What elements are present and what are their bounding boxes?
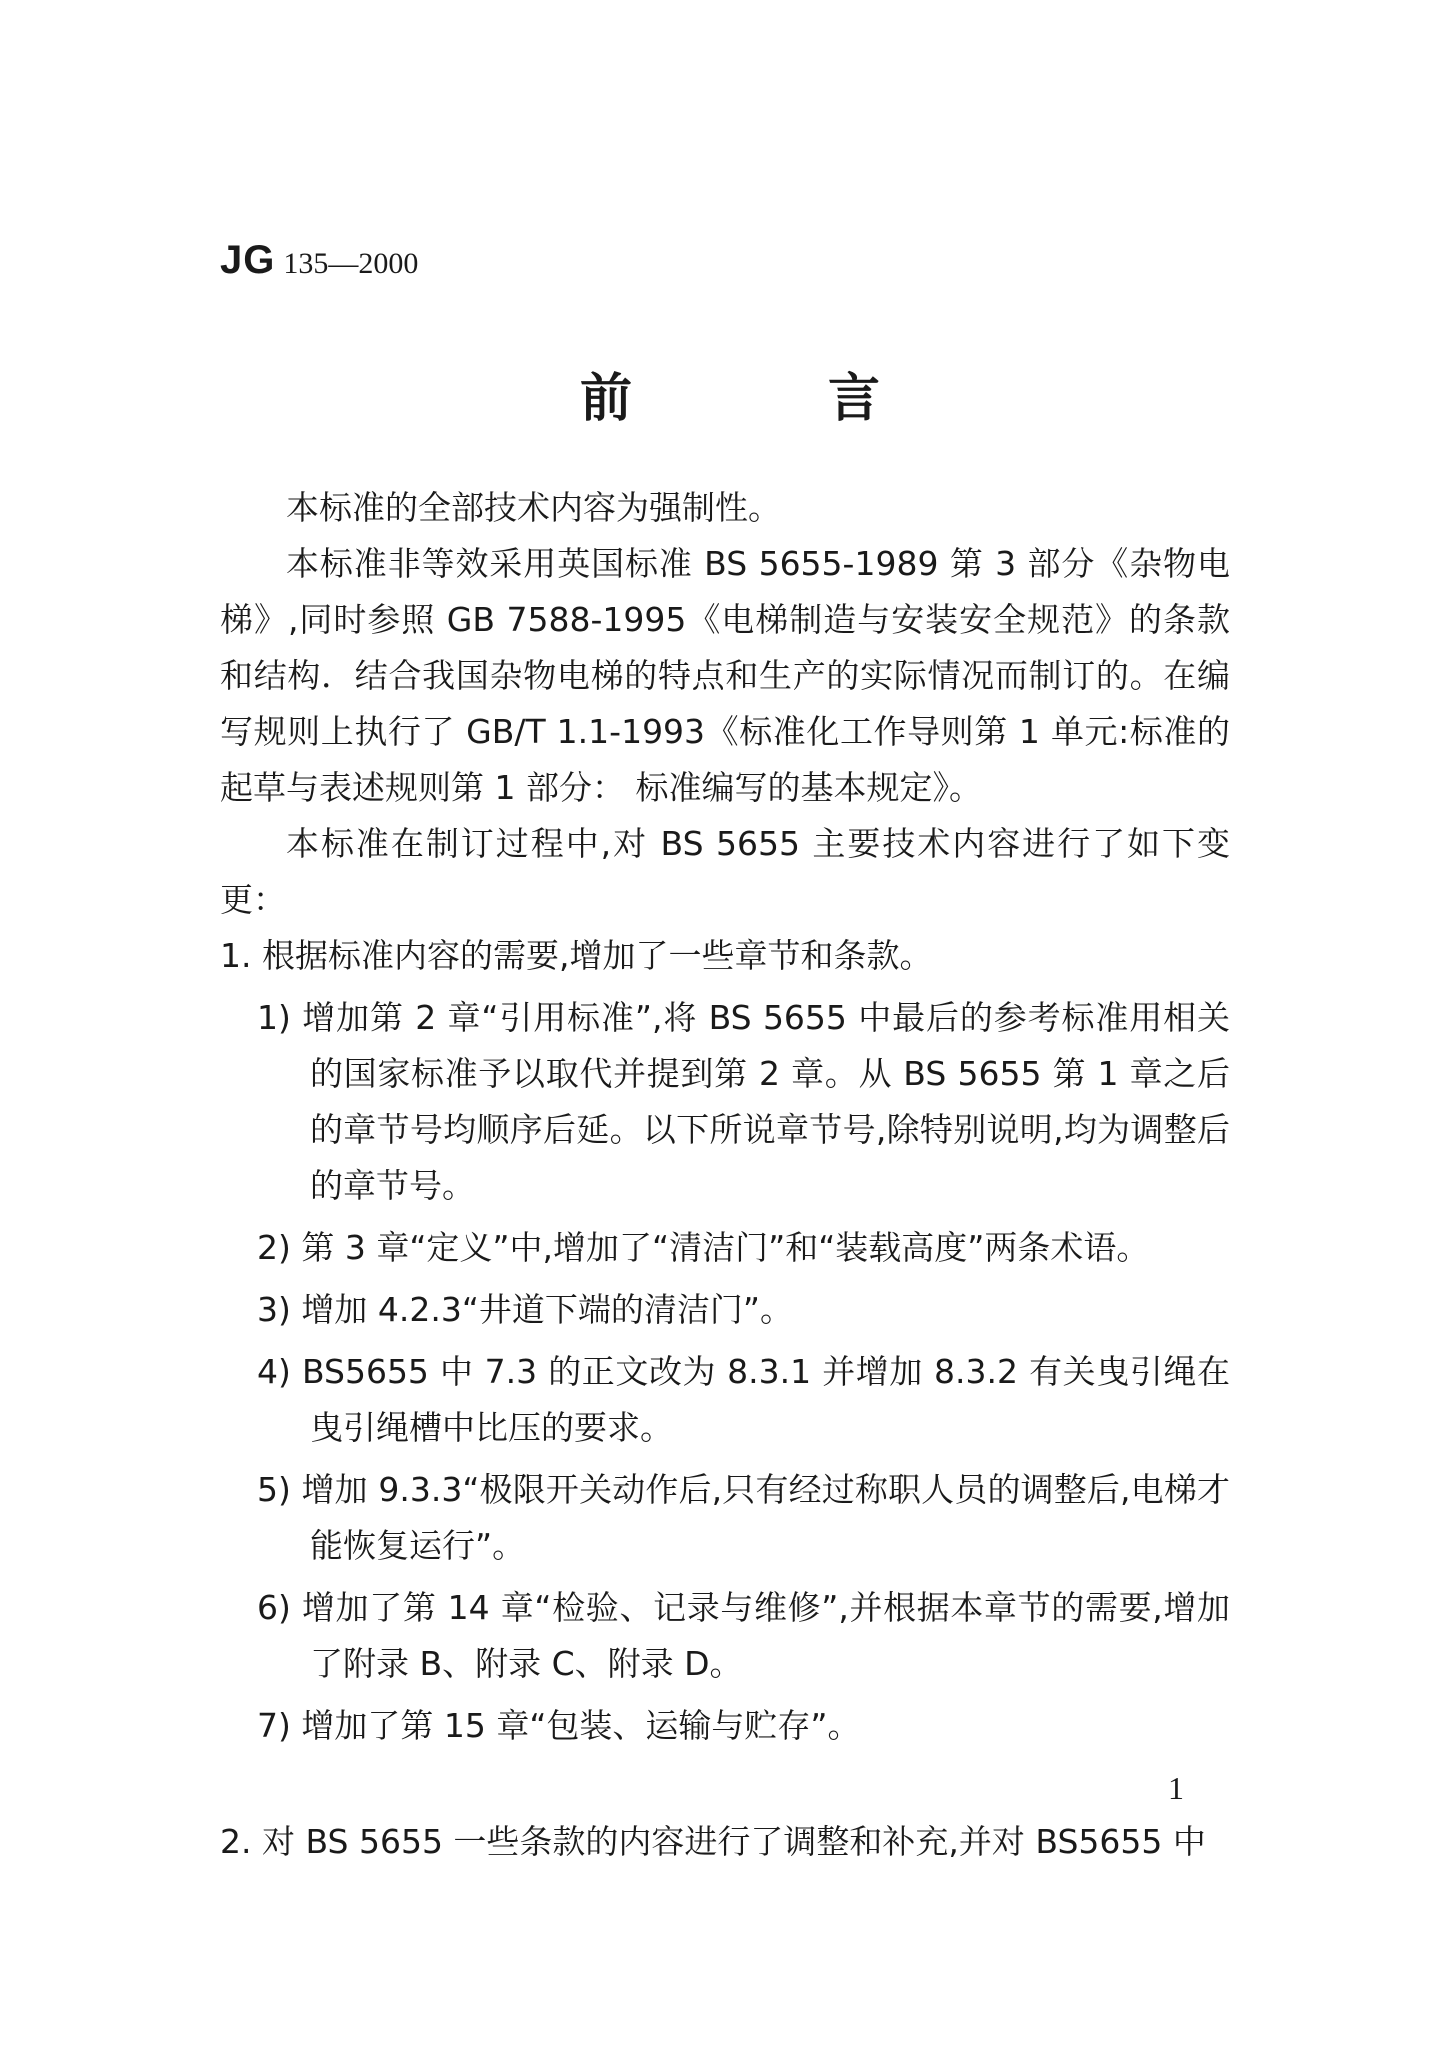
page-number: 1 — [1168, 1770, 1184, 1806]
paragraph-mandatory: 本标准的全部技术内容为强制性。 — [286, 488, 781, 527]
list-item: 7) 增加了第 15 章“包装、运输与贮存”。 — [257, 1706, 861, 1745]
paragraph-changes-intro: 本标准在制订过程中,对 BS 5655 主要技术内容进行了如下变更： — [220, 824, 1230, 919]
list-item: 6) 增加了第 14 章“检验、记录与维修”,并根据本章节的需要,增加了附录 B、附录 C、附录 D。 — [257, 1588, 1230, 1683]
list-item: 2) 第 3 章“定义”中,增加了“清洁门”和“装载高度”两条术语。 — [257, 1228, 1150, 1267]
standard-code-prefix: JG — [220, 238, 276, 282]
list-item: 4) BS5655 中 7.3 的正文改为 8.3.1 并增加 8.3.2 有关曳引绳在曳引绳槽中比压的要求。 — [257, 1352, 1230, 1447]
list-item: 5) 增加 9.3.3“极限开关动作后,只有经过称职人员的调整后,电梯才能恢复运行”。 — [257, 1470, 1230, 1565]
standard-code — [220, 238, 418, 283]
section-2-heading: 2. 对 BS 5655 一些条款的内容进行了调整和补充,并对 BS5655 中 — [220, 1822, 1206, 1861]
standard-code-number: 135—2000 — [283, 247, 419, 280]
section-1-heading: 1. 根据标准内容的需要,增加了一些章节和条款。 — [220, 936, 933, 975]
page-title-char-2: 言 — [827, 369, 880, 429]
foreword-body — [220, 480, 1230, 1870]
page-title — [580, 356, 880, 431]
page-title-char-1: 前 — [580, 369, 633, 429]
section-spacer — [220, 1754, 1230, 1814]
list-item: 1) 增加第 2 章“引用标准”,将 BS 5655 中最后的参考标准用相关的国家标准予以取代并提到第 2 章。从 BS 5655 第 1 章之后的章节号均顺序后延。以下所说章节号,除特别说明,均为调整后的章节号。 — [257, 998, 1230, 1205]
paragraph-adoption: 本标准非等效采用英国标准 BS 5655-1989 第 3 部分《杂物电梯》,同时参照 GB 7588-1995《电梯制造与安装安全规范》的条款和结构．结合我国杂物电梯的特点和生产的实际情况而制订的。在编写规则上执行了 GB/T 1.1-1993《标准化工作导则第 1 单元:标准的起草与表述规则第 1 部分： 标准编写的基本规定》。 — [220, 544, 1230, 807]
list-item: 3) 增加 4.2.3“井道下端的清洁门”。 — [257, 1290, 794, 1329]
